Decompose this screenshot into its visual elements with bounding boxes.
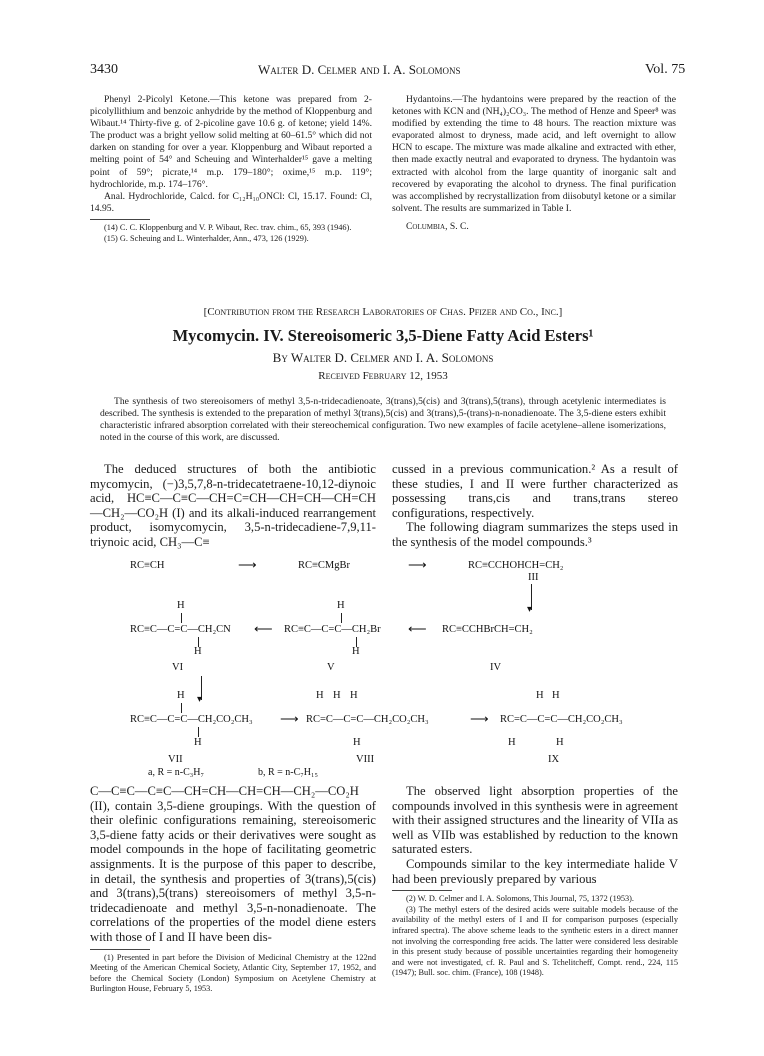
scheme-h-atom: H bbox=[353, 737, 361, 748]
scheme-h-atom: H bbox=[177, 600, 185, 611]
location-signoff: Columbia, S. C. bbox=[406, 220, 469, 232]
scheme-grignard: RC≡CMgBr bbox=[298, 560, 351, 571]
scheme-label-ix: IX bbox=[548, 754, 560, 765]
scheme-rc-ch: RC≡CH bbox=[130, 560, 165, 571]
footnote-divider bbox=[392, 890, 452, 891]
body-right-intro bbox=[392, 462, 678, 550]
scheme-label-iii: III bbox=[528, 572, 539, 583]
phenyl-picolyl-ketone-paragraph: Phenyl 2-Picolyl Ketone.—This ketone was prepared from 2-picolyllithium and benzoic anhydride by the method of Kloppenburg and Wibaut.¹⁴ Thirty-five g. of 2-picoline gave 10.6 g. of ketone; yield 14%. The product was a bright yellow solid melting at 60–61.5° which did not darken on standing for over a year. Kloppenburg and Wibaut reported a melting point of 54° and Scheuing and Winterhalder¹⁵ gave a melting point of 59°; picrate,¹⁴ m.p. 179–180°; oxime,¹⁵ m.p. 119°; hydrochloride, m.p. 174–176°. bbox=[90, 94, 372, 190]
contribution-line: [Contribution from the Research Laboratories of Chas. Pfizer and Co., Inc.] bbox=[203, 306, 563, 318]
scheme-h-atom: H bbox=[508, 737, 516, 748]
scheme-arrow: ⟶ bbox=[470, 711, 489, 726]
scheme-bond bbox=[341, 613, 342, 623]
scheme-h-atom: H bbox=[337, 600, 345, 611]
received-date: Received February 12, 1953 bbox=[318, 370, 448, 382]
running-head-authors: Walter D. Celmer and I. A. Solomons bbox=[258, 62, 461, 77]
scheme-compound-viii: RC=C—C=C—CH₂CO₂CH₃ bbox=[306, 714, 429, 725]
body-left-paragraph: C—C≡C—C≡C—CH=CH—CH=CH—CH₂—CO₂H (II), contain 3,5-diene groupings. With the question of their olefinic configurations remaining, stereoisomeric 3,5-diene fatty acids or their derivatives were sought as model compounds in the hope of facilitating geometric assignments. It is the purpose of this paper to describe, in detail, the synthesis and properties of 3(trans),5(cis) and 3(trans),5(trans) stereoisomers of methyl 3,5-n-tridecadienoate and methyl 3,5-n-nonadienoate. The correlations of the properties of the model diene esters with those of I and II have been dis- bbox=[90, 784, 376, 944]
body-right-continued bbox=[392, 784, 678, 979]
scheme-label-iv: IV bbox=[490, 662, 502, 673]
scheme-h-atom: H bbox=[194, 737, 202, 748]
abstract-text: The synthesis of two stereoisomers of methyl 3,5-n-tridecadienoate, 3(trans),5(cis) and 3(trans),5(trans), through acetylenic intermediates is described. The synthesis is extended to the preparation of methyl 3(trans),5(cis) and 3(trans),5-(trans)-n-nonadienoate. The 3,5-diene esters exhibit characteristic infrared absorption correlated with their stereochemical configuration. Two new examples of facile acetylene–allene isomerizations, noted in the course of this work, are discussed. bbox=[100, 396, 666, 444]
article-byline: By Walter D. Celmer and I. A. Solomons bbox=[272, 350, 494, 365]
intro-continuation: cussed in a previous communication.² As a result of these studies, I and II were further characterized as possessing trans,cis and trans,trans stereo configurations, respectively. bbox=[392, 462, 678, 520]
article-title: Mycomycin. IV. Stereoisomeric 3,5-Diene Fatty Acid Esters¹ bbox=[172, 326, 594, 345]
abstract bbox=[100, 396, 666, 444]
scheme-arrowhead: ▾ bbox=[197, 694, 203, 705]
scheme-legend-a: a, R = n-C₃H₇ bbox=[148, 767, 204, 778]
volume-label: Vol. 75 bbox=[645, 62, 686, 77]
scheme-compound-iv: RC≡CCHBrCH=CH₂ bbox=[442, 624, 533, 635]
footnote-divider bbox=[90, 949, 150, 950]
scheme-h-atom: H bbox=[556, 737, 564, 748]
scheme-h-atom: H bbox=[350, 690, 358, 701]
scheme-h-atom: H bbox=[552, 690, 560, 701]
scheme-h-atom: H bbox=[333, 690, 341, 701]
scheme-arrow: ⟶ bbox=[280, 711, 299, 726]
scheme-arrowhead: ▾ bbox=[527, 604, 533, 615]
footnote-divider bbox=[90, 219, 150, 220]
previous-article-right-column bbox=[392, 94, 676, 233]
scheme-arrow: ⟶ bbox=[408, 557, 427, 572]
footnote-3: (3) The methyl esters of the desired acids were suitable models because of the availability of the methyl esters of I and II for comparison purposes (especially infrared spectra). The above scheme leads to the synthetic esters in a direct manner not involving the corresponding free acids. The latter were considered less desirable in this present study because of possible uncertainties regarding their homogeneity and were not investigated, cf. R. Paul and S. Tchelitcheff, Compt. rend., 224, 115 (1947); Bull. soc. chim. (France), 108 (1948). bbox=[392, 904, 678, 978]
scheme-bond bbox=[181, 703, 182, 713]
intro-paragraph: The deduced structures of both the antibiotic mycomycin, (−)3,5,7,8-n-tridecatetraene-10,12-diynoic acid, HC≡C—C≡C—CH=C=CH—CH=CH—CH=CH—CH₂—CO₂H (I) and its alkali-induced rearrangement product, isomycomycin, 3,5-n-tridecadiene-7,9,11-triynoic acid, CH₃—C≡ bbox=[90, 462, 376, 549]
page-number: 3430 bbox=[90, 62, 118, 77]
body-left-continued bbox=[90, 784, 376, 995]
scheme-compound-v: RC≡C—C=C—CH₂Br bbox=[284, 624, 381, 635]
scheme-arrow: ⟵ bbox=[408, 621, 427, 636]
previous-article-left-column bbox=[90, 94, 372, 244]
hydantoins-paragraph: Hydantoins.—The hydantoins were prepared by the reaction of the ketones with KCN and (NH₄)₂CO₃. The method of Henze and Speer⁸ was modified by extending the time to 48 hours. The reaction mixture was evaporated almost to dryness, made acid, and left overnight to allow HCN to escape. The mixture was made alkaline and extracted with ether, then made exactly neutral and evaporated to dryness. The hydantoin was extracted with alcohol from the large quantity of inorganic salt and recovered by evaporating the alcohol to dryness. The final purification was accomplished by recrystallization from diisobutyl ketone or a similar solvent. The results are summarized in Table I. bbox=[392, 94, 676, 214]
footnote-15: (15) G. Scheuing and L. Winterhalder, Ann., 473, 126 (1929). bbox=[104, 233, 309, 243]
scheme-legend-b: b, R = n-C₇H₁₅ bbox=[258, 767, 318, 778]
scheme-h-atom: H bbox=[177, 690, 185, 701]
intermediate-paragraph: Compounds similar to the key intermediate halide V had been previously prepared by various bbox=[392, 856, 678, 886]
scheme-bond bbox=[181, 613, 182, 623]
scheme-arrow: ⟵ bbox=[254, 621, 273, 636]
scheme-compound-vi: RC≡C—C=C—CH₂CN bbox=[130, 624, 231, 635]
body-left-intro bbox=[90, 462, 376, 550]
footnote-14: (14) C. C. Kloppenburg and V. P. Wibaut, Rec. trav. chim., 65, 393 (1946). bbox=[104, 222, 352, 232]
scheme-compound-vii: RC≡C—C=C—CH₂CO₂CH₃ bbox=[130, 714, 253, 725]
scheme-bond bbox=[198, 727, 199, 737]
scheme-h-atom: H bbox=[352, 646, 360, 657]
light-absorption-paragraph: The observed light absorption properties of the compounds involved in this synthesis were in agreement with their assigned structures and the linearity of VIIa as well as VIIb was established by reduction to the known saturated esters. bbox=[392, 784, 678, 857]
scheme-compound-ix: RC=C—C=C—CH₂CO₂CH₃ bbox=[500, 714, 623, 725]
scheme-compound-iii: RC≡CCHOHCH=CH₂ bbox=[468, 560, 564, 571]
scheme-label-vii: VII bbox=[168, 754, 183, 765]
scheme-label-vi: VI bbox=[172, 662, 184, 673]
scheme-h-atom: H bbox=[316, 690, 324, 701]
scheme-arrow: ⟶ bbox=[238, 557, 257, 572]
diagram-intro: The following diagram summarizes the steps used in the synthesis of the model compounds.³ bbox=[392, 520, 678, 549]
scheme-label-v: V bbox=[327, 662, 335, 673]
footnote-2: (2) W. D. Celmer and I. A. Solomons, This Journal, 75, 1372 (1953). bbox=[406, 894, 634, 904]
scheme-label-viii: VIII bbox=[356, 754, 375, 765]
scheme-h-atom: H bbox=[536, 690, 544, 701]
analysis-paragraph: Anal. Hydrochloride, Calcd. for C₁₂H₁₀ONCl: Cl, 15.17. Found: Cl, 14.95. bbox=[90, 190, 372, 214]
footnote-1: (1) Presented in part before the Division of Medicinal Chemistry at the 122nd Meeting of the American Chemical Society, Atlantic City, September 17, 1952, and before the Chemical Society (London) Symposium on Acetylene Chemistry at Burlington House, February 5, 1953. bbox=[90, 952, 376, 994]
scheme-h-atom: H bbox=[194, 646, 202, 657]
